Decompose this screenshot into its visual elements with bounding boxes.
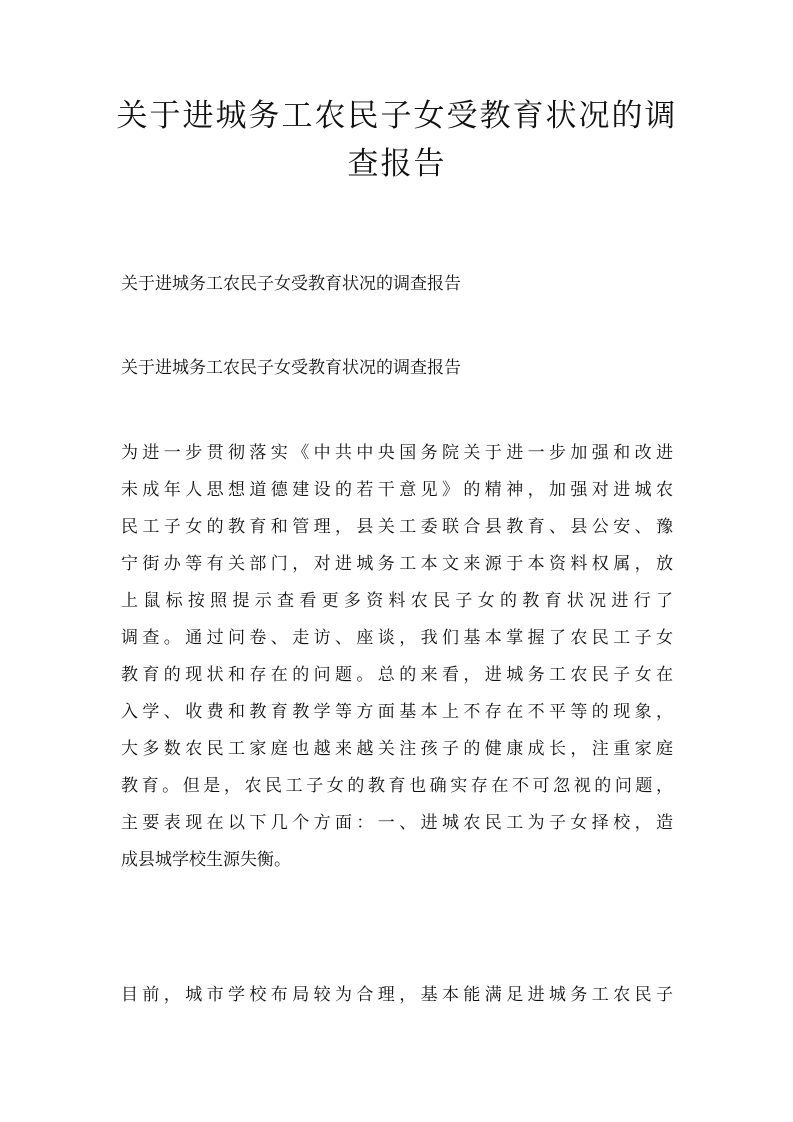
title-line-1: 关于进城务工农民子女受教育状况的调 xyxy=(116,98,678,134)
paragraph-line: 调查。通过问卷、走访、座谈，我们基本掌握了农民工子女 xyxy=(121,628,673,648)
subtitle-1: 关于进城务工农民子女受教育状况的调查报告 xyxy=(121,274,461,294)
paragraph-line: 入学、收费和教育教学等方面基本上不存在不平等的现象， xyxy=(121,702,673,722)
paragraph-line: 未成年人思想道德建设的若干意见》的精神，加强对进城农 xyxy=(121,480,673,500)
paragraph-line: 民工子女的教育和管理，县关工委联合县教育、县公安、豫 xyxy=(121,517,673,537)
document-title xyxy=(110,92,684,188)
paragraph-line: 成县城学校生源失衡。 xyxy=(121,850,291,870)
paragraph-line: 为进一步贯彻落实《中共中央国务院关于进一步加强和改进 xyxy=(121,443,673,463)
subtitle-2: 关于进城务工农民子女受教育状况的调查报告 xyxy=(121,358,461,378)
paragraph-line: 教育的现状和存在的问题。总的来看，进城务工农民子女在 xyxy=(121,665,673,685)
paragraph-1 xyxy=(121,438,673,882)
title-line-2: 查报告 xyxy=(347,146,447,182)
paragraph-line: 主要表现在以下几个方面：一、进城农民工为子女择校，造 xyxy=(121,813,673,833)
paragraph-line: 大多数农民工家庭也越来越关注孩子的健康成长，注重家庭 xyxy=(121,739,673,759)
paragraph-line: 教育。但是，农民工子女的教育也确实存在不可忽视的问题， xyxy=(121,776,673,796)
paragraph-line: 上鼠标按照提示查看更多资料农民子女的教育状况进行了 xyxy=(121,591,673,611)
paragraph-line: 目前，城市学校布局较为合理，基本能满足进城务工农民子 xyxy=(121,985,673,1005)
paragraph-line: 宁街办等有关部门，对进城务工本文来源于本资料权属，放 xyxy=(121,554,673,574)
paragraph-2 xyxy=(121,980,673,1017)
